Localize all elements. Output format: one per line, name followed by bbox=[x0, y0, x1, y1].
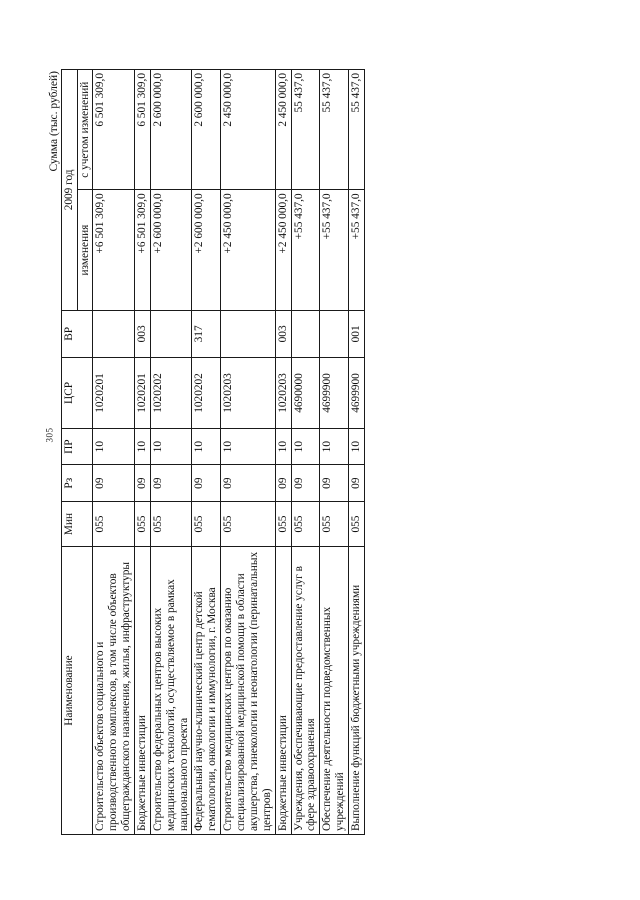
cell-s-uchetom: 55 437,0 bbox=[349, 70, 365, 190]
table-header bbox=[62, 70, 93, 835]
cell-min: 055 bbox=[150, 501, 192, 546]
cell-name: Строительство медицинских центров по оказанию специализированной медицинской помощи в области акушерства, гинекологии и неонатологии (перинатальных центров) bbox=[221, 547, 276, 835]
cell-name: Обеспечение деятельности подведомственных учреждений bbox=[320, 547, 349, 835]
header-vr: ВР bbox=[62, 310, 93, 357]
cell-min: 055 bbox=[291, 501, 320, 546]
cell-min: 055 bbox=[221, 501, 276, 546]
cell-vr: 003 bbox=[134, 310, 150, 357]
cell-izmeneniya: +2 600 000,0 bbox=[150, 190, 192, 310]
header-s-uchetom: с учетом изменений bbox=[77, 70, 93, 190]
cell-rz: 09 bbox=[93, 465, 135, 502]
table-row bbox=[291, 70, 320, 835]
cell-izmeneniya: +55 437,0 bbox=[349, 190, 365, 310]
cell-rz: 09 bbox=[134, 465, 150, 502]
cell-csr: 1020203 bbox=[275, 358, 291, 429]
cell-vr bbox=[93, 310, 135, 357]
cell-pr: 10 bbox=[291, 428, 320, 465]
cell-rz: 09 bbox=[192, 465, 221, 502]
table-row bbox=[275, 70, 291, 835]
header-name: Наименование bbox=[62, 547, 93, 835]
table-row bbox=[93, 70, 135, 835]
cell-pr: 10 bbox=[93, 428, 135, 465]
cell-s-uchetom: 2 600 000,0 bbox=[192, 70, 221, 190]
cell-rz: 09 bbox=[349, 465, 365, 502]
cell-vr: 001 bbox=[349, 310, 365, 357]
cell-csr: 1020203 bbox=[221, 358, 276, 429]
header-csr: ЦСР bbox=[62, 358, 93, 429]
table-row bbox=[221, 70, 276, 835]
cell-s-uchetom: 2 450 000,0 bbox=[221, 70, 276, 190]
cell-name: Строительство федеральных центров высоких медицинских технологий, осуществляемое в рамках национального проекта bbox=[150, 547, 192, 835]
page-number: 305 bbox=[44, 427, 55, 443]
table-row bbox=[192, 70, 221, 835]
cell-izmeneniya: +6 501 309,0 bbox=[134, 190, 150, 310]
cell-vr: 003 bbox=[275, 310, 291, 357]
cell-name: Учреждения, обеспечивающие предоставление услуг в сфере здравоохранения bbox=[291, 547, 320, 835]
cell-s-uchetom: 2 600 000,0 bbox=[150, 70, 192, 190]
cell-min: 055 bbox=[349, 501, 365, 546]
cell-min: 055 bbox=[93, 501, 135, 546]
header-rz: Рз bbox=[62, 465, 93, 502]
table-row bbox=[134, 70, 150, 835]
cell-izmeneniya: +6 501 309,0 bbox=[93, 190, 135, 310]
cell-rz: 09 bbox=[221, 465, 276, 502]
cell-min: 055 bbox=[192, 501, 221, 546]
cell-izmeneniya: +55 437,0 bbox=[291, 190, 320, 310]
header-pr: ПР bbox=[62, 428, 93, 465]
table-sheet bbox=[40, 35, 600, 865]
table-body bbox=[93, 70, 365, 835]
cell-vr bbox=[320, 310, 349, 357]
cell-vr bbox=[150, 310, 192, 357]
cell-rz: 09 bbox=[291, 465, 320, 502]
rotated-table-area bbox=[40, 35, 600, 865]
sum-caption: Сумма (тыс. рублей) bbox=[48, 71, 60, 172]
cell-name: Строительство объектов социального и производственного комплексов, в том числе объектов общегражданского назначения, жилья, инфраструктуры bbox=[93, 547, 135, 835]
cell-izmeneniya: +2 600 000,0 bbox=[192, 190, 221, 310]
cell-name: Выполнение функций бюджетными учреждениями bbox=[349, 547, 365, 835]
cell-pr: 10 bbox=[150, 428, 192, 465]
cell-s-uchetom: 55 437,0 bbox=[291, 70, 320, 190]
cell-s-uchetom: 6 501 309,0 bbox=[134, 70, 150, 190]
table-row bbox=[320, 70, 349, 835]
cell-pr: 10 bbox=[320, 428, 349, 465]
cell-vr: 317 bbox=[192, 310, 221, 357]
cell-s-uchetom: 6 501 309,0 bbox=[93, 70, 135, 190]
cell-csr: 1020202 bbox=[192, 358, 221, 429]
cell-vr bbox=[291, 310, 320, 357]
cell-csr: 4699900 bbox=[349, 358, 365, 429]
cell-pr: 10 bbox=[134, 428, 150, 465]
cell-name: Бюджетные инвестиции bbox=[275, 547, 291, 835]
cell-vr bbox=[221, 310, 276, 357]
cell-csr: 4690000 bbox=[291, 358, 320, 429]
cell-csr: 1020202 bbox=[150, 358, 192, 429]
cell-min: 055 bbox=[134, 501, 150, 546]
cell-min: 055 bbox=[275, 501, 291, 546]
cell-rz: 09 bbox=[320, 465, 349, 502]
cell-rz: 09 bbox=[150, 465, 192, 502]
cell-pr: 10 bbox=[192, 428, 221, 465]
cell-pr: 10 bbox=[221, 428, 276, 465]
cell-min: 055 bbox=[320, 501, 349, 546]
cell-pr: 10 bbox=[275, 428, 291, 465]
cell-s-uchetom: 2 450 000,0 bbox=[275, 70, 291, 190]
table-row bbox=[349, 70, 365, 835]
cell-s-uchetom: 55 437,0 bbox=[320, 70, 349, 190]
cell-name: Бюджетные инвестиции bbox=[134, 547, 150, 835]
header-min: Мин bbox=[62, 501, 93, 546]
cell-pr: 10 bbox=[349, 428, 365, 465]
budget-table bbox=[61, 69, 365, 835]
cell-izmeneniya: +55 437,0 bbox=[320, 190, 349, 310]
cell-izmeneniya: +2 450 000,0 bbox=[275, 190, 291, 310]
table-row bbox=[150, 70, 192, 835]
cell-izmeneniya: +2 450 000,0 bbox=[221, 190, 276, 310]
header-year-group: 2009 год bbox=[62, 70, 78, 311]
cell-rz: 09 bbox=[275, 465, 291, 502]
cell-name: Федеральный научно-клинический центр детской гематологии, онкологии и иммунологии, г. Москва bbox=[192, 547, 221, 835]
header-izmeneniya: изменения bbox=[77, 190, 93, 310]
cell-csr: 1020201 bbox=[93, 358, 135, 429]
cell-csr: 4699900 bbox=[320, 358, 349, 429]
cell-csr: 1020201 bbox=[134, 358, 150, 429]
